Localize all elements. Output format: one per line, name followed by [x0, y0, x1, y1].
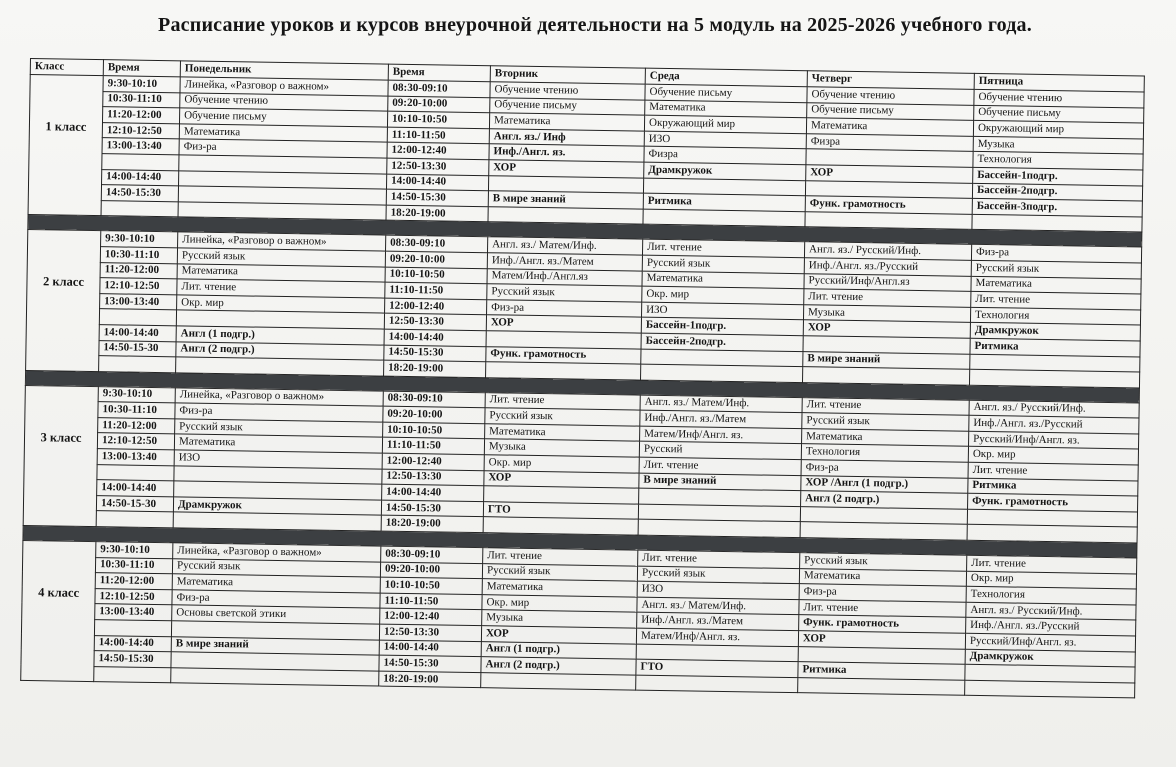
tuesday-cell: Англ (2 подгр.) — [481, 657, 636, 675]
wednesday-cell: Окружающий мир — [644, 115, 806, 133]
thursday-cell: Физ-ра — [799, 584, 966, 602]
header-friday: Пятница — [974, 73, 1144, 92]
time-cell: 14:50-15:30 — [101, 185, 178, 202]
time-cell-2: 14:50-15:30 — [386, 189, 488, 206]
monday-cell — [171, 668, 379, 687]
wednesday-cell: ИЗО — [642, 302, 804, 320]
schedule-title: Расписание уроков и курсов внеурочной деятельности на 5 модуль на 2025-2026 учебного года. — [158, 14, 1032, 36]
time-cell: 11:20-12:00 — [98, 417, 175, 434]
monday-cell: ИЗО — [174, 450, 382, 469]
thursday-cell: Ритмика — [798, 662, 965, 680]
friday-cell — [965, 680, 1135, 698]
time-cell: 14:50-15-30 — [99, 340, 176, 357]
header-time: Время — [103, 60, 180, 77]
time-cell-2: 14:00-14:40 — [382, 484, 484, 501]
time-cell-2: 10:10-10:50 — [383, 422, 485, 439]
header-time-2: Время — [388, 64, 490, 82]
friday-cell: Окр. мир — [968, 447, 1138, 465]
friday-cell: Музыка — [973, 136, 1143, 154]
monday-cell: В мире знаний — [171, 636, 379, 655]
friday-cell: Математика — [971, 276, 1141, 294]
tuesday-cell: Музыка — [484, 439, 639, 457]
time-cell-2: 08:30-09:10 — [381, 546, 483, 563]
time-cell: 14:50-15-30 — [96, 495, 173, 512]
friday-cell: Лит. чтение — [968, 462, 1138, 480]
monday-cell: Математика — [174, 434, 382, 453]
friday-cell: Окружающий мир — [973, 121, 1143, 139]
time-cell-2: 18:20-19:00 — [379, 671, 481, 688]
time-cell: 12:10-12:50 — [100, 278, 177, 295]
time-cell-2: 09:20-10:00 — [383, 406, 485, 423]
time-cell-2: 11:10-11:50 — [387, 127, 489, 144]
tuesday-cell: ХОР — [486, 315, 641, 333]
thursday-cell: ХОР — [806, 165, 973, 183]
monday-cell: Линейка, «Разговор о важном» — [180, 77, 388, 96]
time-cell-2: 12:00-12:40 — [382, 453, 484, 470]
time-cell-2: 12:50-13:30 — [387, 158, 489, 175]
time-cell-2: 10:10-10:50 — [387, 111, 489, 128]
wednesday-cell: Драмкружок — [644, 162, 806, 180]
wednesday-cell: Ритмика — [643, 193, 805, 211]
class-label: 3 класс — [23, 385, 98, 526]
tuesday-cell: Матем/Инф./Англ.яз — [487, 268, 642, 286]
thursday-cell — [798, 677, 965, 695]
monday-cell: Русский язык — [172, 558, 380, 577]
tuesday-cell: ХОР — [484, 470, 639, 488]
tuesday-cell: В мире знаний — [488, 191, 643, 209]
tuesday-cell: Русский язык — [485, 408, 640, 426]
time-cell-2: 08:30-09:10 — [388, 80, 490, 97]
time-cell: 11:20-12:00 — [95, 573, 172, 590]
header-class: Класс — [30, 59, 103, 76]
thursday-cell: Лит. чтение — [804, 289, 971, 307]
time-cell-2: 11:10-11:50 — [380, 593, 482, 610]
tuesday-cell: ГТО — [483, 502, 638, 520]
friday-cell: Технология — [973, 152, 1143, 170]
friday-cell: Англ. яз./ Русский/Инф. — [966, 602, 1136, 620]
time-cell-2: 12:00-12:40 — [387, 142, 489, 159]
time-cell-2: 11:10-11:50 — [382, 438, 484, 455]
tuesday-cell: Функ. грамотность — [486, 346, 641, 364]
time-cell: 14:00-14:40 — [102, 169, 179, 186]
time-cell-2: 12:50-13:30 — [384, 313, 486, 330]
monday-cell: Физ-ра — [172, 590, 380, 609]
time-cell: 13:00-13:40 — [102, 138, 179, 155]
tuesday-cell: Англ (1 подгр.) — [481, 641, 636, 659]
tuesday-cell: Математика — [485, 424, 640, 442]
monday-cell: Обучение чтению — [180, 92, 388, 111]
wednesday-cell: Матем/Инф/Англ. яз. — [636, 628, 798, 646]
time-cell-2: 18:20-19:00 — [384, 360, 486, 377]
tuesday-cell: Математика — [482, 579, 637, 597]
header-monday: Понедельник — [180, 61, 388, 80]
wednesday-cell: Русский — [639, 442, 801, 460]
friday-cell: Окр. мир — [966, 571, 1136, 589]
monday-cell: Англ (2 подгр.) — [176, 341, 384, 360]
friday-cell: Функ. грамотность — [968, 494, 1138, 512]
time-cell-2: 18:20-19:00 — [381, 516, 483, 533]
tuesday-cell: Обучение письму — [490, 97, 645, 115]
thursday-cell: ХОР /Англ (1 подгр.) — [801, 475, 968, 493]
time-cell: 12:10-12:50 — [102, 122, 179, 139]
time-cell: 14:00-14:40 — [94, 635, 171, 652]
monday-cell: Драмкружок — [173, 497, 381, 516]
thursday-cell: Русский язык — [802, 413, 969, 431]
thursday-cell: Русский/Инф/Англ.яз — [804, 273, 971, 291]
thursday-cell: Лит. чтение — [802, 397, 969, 415]
friday-cell: Англ. яз./ Русский/Инф. — [969, 400, 1139, 418]
monday-cell: Физ-ра — [179, 139, 387, 158]
friday-cell: Обучение чтению — [974, 89, 1144, 107]
wednesday-cell: Инф./Англ. яз./Матем — [640, 410, 802, 428]
wednesday-cell: Физра — [644, 147, 806, 165]
time-cell-2: 08:30-09:10 — [386, 235, 488, 252]
friday-cell: Русский/Инф/Англ. яз. — [969, 431, 1139, 449]
time-cell — [94, 620, 171, 637]
thursday-cell: ХОР — [803, 320, 970, 338]
friday-cell: Ритмика — [970, 338, 1140, 356]
thursday-cell: Обучение письму — [807, 102, 974, 120]
time-cell: 14:00-14:40 — [97, 480, 174, 497]
tuesday-cell: Лит. чтение — [483, 548, 638, 566]
friday-cell: Бассейн-3подгр. — [972, 198, 1142, 216]
wednesday-cell: Англ. яз./ Матем/Инф. — [640, 395, 802, 413]
time-cell — [99, 356, 176, 373]
time-cell-2: 08:30-09:10 — [383, 391, 485, 408]
time-cell: 12:10-12:50 — [95, 588, 172, 605]
time-cell: 11:20-12:00 — [100, 262, 177, 279]
time-cell-2: 14:50-15:30 — [381, 500, 483, 517]
time-cell-2: 12:50-13:30 — [379, 624, 481, 641]
time-cell: 10:30-11:10 — [103, 91, 180, 108]
tuesday-cell: Окр. мир — [484, 455, 639, 473]
time-cell: 12:10-12:50 — [97, 433, 174, 450]
friday-cell: Русский язык — [971, 260, 1141, 278]
friday-cell: Инф./Англ. яз./Русский — [966, 618, 1136, 636]
time-cell: 10:30-11:10 — [95, 557, 172, 574]
tuesday-cell: Русский язык — [482, 563, 637, 581]
monday-cell: Линейка, «Разговор о важном» — [173, 543, 381, 562]
time-cell-2: 18:20-19:00 — [386, 205, 488, 222]
monday-cell: Математика — [172, 574, 380, 593]
wednesday-cell: Англ. яз./ Матем/Инф. — [637, 597, 799, 615]
thursday-cell: Русский язык — [800, 553, 967, 571]
time-cell — [96, 511, 173, 528]
time-cell: 13:00-13:40 — [95, 604, 172, 621]
wednesday-cell: Русский язык — [642, 255, 804, 273]
thursday-cell: Математика — [802, 429, 969, 447]
wednesday-cell: Инф./Англ. яз./Матем — [637, 613, 799, 631]
time-cell: 10:30-11:10 — [98, 402, 175, 419]
time-cell-2: 09:20-10:00 — [388, 96, 490, 113]
friday-cell: Бассейн-1подгр. — [973, 167, 1143, 185]
time-cell-2: 10:10-10:50 — [385, 267, 487, 284]
thursday-cell: Обучение чтению — [807, 87, 974, 105]
monday-cell: Математика — [179, 124, 387, 143]
monday-cell: Окр. мир — [177, 295, 385, 314]
time-cell: 13:00-13:40 — [97, 449, 174, 466]
time-cell: 9:30-10:10 — [96, 542, 173, 559]
friday-cell: Драмкружок — [970, 323, 1140, 341]
time-cell: 13:00-13:40 — [100, 293, 177, 310]
tuesday-cell: ХОР — [481, 626, 636, 644]
tuesday-cell: Англ. яз./ Инф — [489, 129, 644, 147]
tuesday-cell: Музыка — [482, 610, 637, 628]
wednesday-cell: ИЗО — [644, 131, 806, 149]
wednesday-cell: Лит. чтение — [642, 239, 804, 257]
tuesday-cell: Обучение чтению — [490, 82, 645, 100]
monday-cell: Англ (1 подгр.) — [176, 326, 384, 345]
time-cell — [101, 200, 178, 217]
time-cell: 14:00-14:40 — [99, 325, 176, 342]
thursday-cell: В мире знаний — [803, 351, 970, 369]
tuesday-cell: Инф./Англ. яз./Матем — [487, 253, 642, 271]
thursday-cell: Технология — [801, 444, 968, 462]
time-cell-2: 12:00-12:40 — [385, 298, 487, 315]
time-cell-2: 14:00-14:40 — [379, 640, 481, 657]
wednesday-cell: Обучение письму — [645, 84, 807, 102]
time-cell — [99, 309, 176, 326]
tuesday-cell — [481, 672, 636, 690]
thursday-cell: Математика — [806, 118, 973, 136]
time-cell-2: 12:00-12:40 — [380, 608, 482, 625]
time-cell: 10:30-11:10 — [100, 247, 177, 264]
wednesday-cell: Бассейн-1подгр. — [641, 317, 803, 335]
monday-cell: Физ-ра — [175, 403, 383, 422]
time-cell: 11:20-12:00 — [102, 107, 179, 124]
time-cell-2: 14:00-14:40 — [384, 329, 486, 346]
time-cell-2: 12:50-13:30 — [382, 469, 484, 486]
time-cell-2: 14:50-15:30 — [384, 345, 486, 362]
time-cell-2: 10:10-10:50 — [380, 577, 482, 594]
thursday-cell: Физра — [806, 133, 973, 151]
friday-cell: Технология — [966, 586, 1136, 604]
thursday-cell: Лит. чтение — [799, 599, 966, 617]
tuesday-cell: Математика — [489, 113, 644, 131]
tuesday-cell: Инф./Англ. яз. — [489, 144, 644, 162]
tuesday-cell: Физ-ра — [487, 299, 642, 317]
time-cell-2: 11:10-11:50 — [385, 282, 487, 299]
header-thursday: Четверг — [807, 71, 974, 90]
thursday-cell: Инф./Англ. яз./Русский — [804, 258, 971, 276]
time-cell — [102, 154, 179, 171]
thursday-cell: Функ. грамотность — [799, 615, 966, 633]
time-cell: 14:50-15:30 — [94, 651, 171, 668]
tuesday-cell: Лит. чтение — [485, 392, 640, 410]
time-cell-2: 14:00-14:40 — [386, 174, 488, 191]
wednesday-cell: ИЗО — [637, 581, 799, 599]
time-cell: 9:30-10:10 — [101, 231, 178, 248]
wednesday-cell: Лит. чтение — [638, 550, 800, 568]
wednesday-cell: Русский язык — [637, 566, 799, 584]
tuesday-cell: Русский язык — [487, 284, 642, 302]
friday-cell: Лит. чтение — [971, 291, 1141, 309]
schedule-table — [20, 58, 1145, 699]
tuesday-cell: Англ. яз./ Матем/Инф. — [487, 237, 642, 255]
friday-cell: Русский/Инф/Англ. яз. — [965, 633, 1135, 651]
wednesday-cell: Математика — [642, 271, 804, 289]
wednesday-cell: ГТО — [636, 659, 798, 677]
thursday-cell: Функ. грамотность — [805, 196, 972, 214]
friday-cell: Ритмика — [968, 478, 1138, 496]
wednesday-cell: В мире знаний — [639, 473, 801, 491]
friday-cell: Физ-ра — [971, 245, 1141, 263]
friday-cell: Лит. чтение — [967, 555, 1137, 573]
monday-cell: Математика — [177, 263, 385, 282]
thursday-cell: Музыка — [803, 304, 970, 322]
thursday-cell: Англ (2 подгр.) — [801, 491, 968, 509]
header-wednesday: Среда — [645, 68, 807, 87]
friday-cell: Бассейн-2подгр. — [972, 183, 1142, 201]
monday-cell: Основы светской этики — [172, 605, 380, 624]
time-cell: 9:30-10:10 — [98, 386, 175, 403]
wednesday-cell: Матем/Инф/Англ. яз. — [640, 426, 802, 444]
friday-cell: Инф./Англ. яз./Русский — [969, 416, 1139, 434]
friday-cell: Драмкружок — [965, 649, 1135, 667]
class-label: 4 класс — [21, 540, 96, 681]
tuesday-cell: Окр. мир — [482, 594, 637, 612]
time-cell — [94, 666, 171, 683]
class-label: 2 класс — [26, 230, 101, 371]
tuesday-cell: ХОР — [489, 160, 644, 178]
monday-cell: Линейка, «Разговор о важном» — [175, 388, 383, 407]
wednesday-cell: Лит. чтение — [639, 457, 801, 475]
thursday-cell: Физ-ра — [801, 460, 968, 478]
thursday-cell: Англ. яз./ Русский/Инф. — [804, 242, 971, 260]
friday-cell: Технология — [970, 307, 1140, 325]
monday-cell: Обучение письму — [179, 108, 387, 127]
time-cell-2: 09:20-10:00 — [380, 562, 482, 579]
wednesday-cell: Бассейн-2подгр. — [641, 333, 803, 351]
wednesday-cell: Окр. мир — [642, 286, 804, 304]
thursday-cell: Математика — [799, 568, 966, 586]
monday-cell: Линейка, «Разговор о важном» — [178, 232, 386, 251]
class-label: 1 класс — [28, 75, 103, 216]
monday-cell: Русский язык — [175, 419, 383, 438]
time-cell-2: 14:50-15:30 — [379, 655, 481, 672]
time-cell-2: 09:20-10:00 — [385, 251, 487, 268]
time-cell — [97, 464, 174, 481]
thursday-cell: ХОР — [798, 631, 965, 649]
wednesday-cell: Математика — [645, 100, 807, 118]
wednesday-cell — [636, 675, 798, 693]
header-tuesday: Вторник — [490, 66, 645, 84]
monday-cell: Лит. чтение — [177, 279, 385, 298]
friday-cell: Обучение письму — [974, 105, 1144, 123]
monday-cell: Русский язык — [177, 248, 385, 267]
time-cell: 9:30-10:10 — [103, 76, 180, 93]
schedule-body — [21, 75, 1144, 699]
